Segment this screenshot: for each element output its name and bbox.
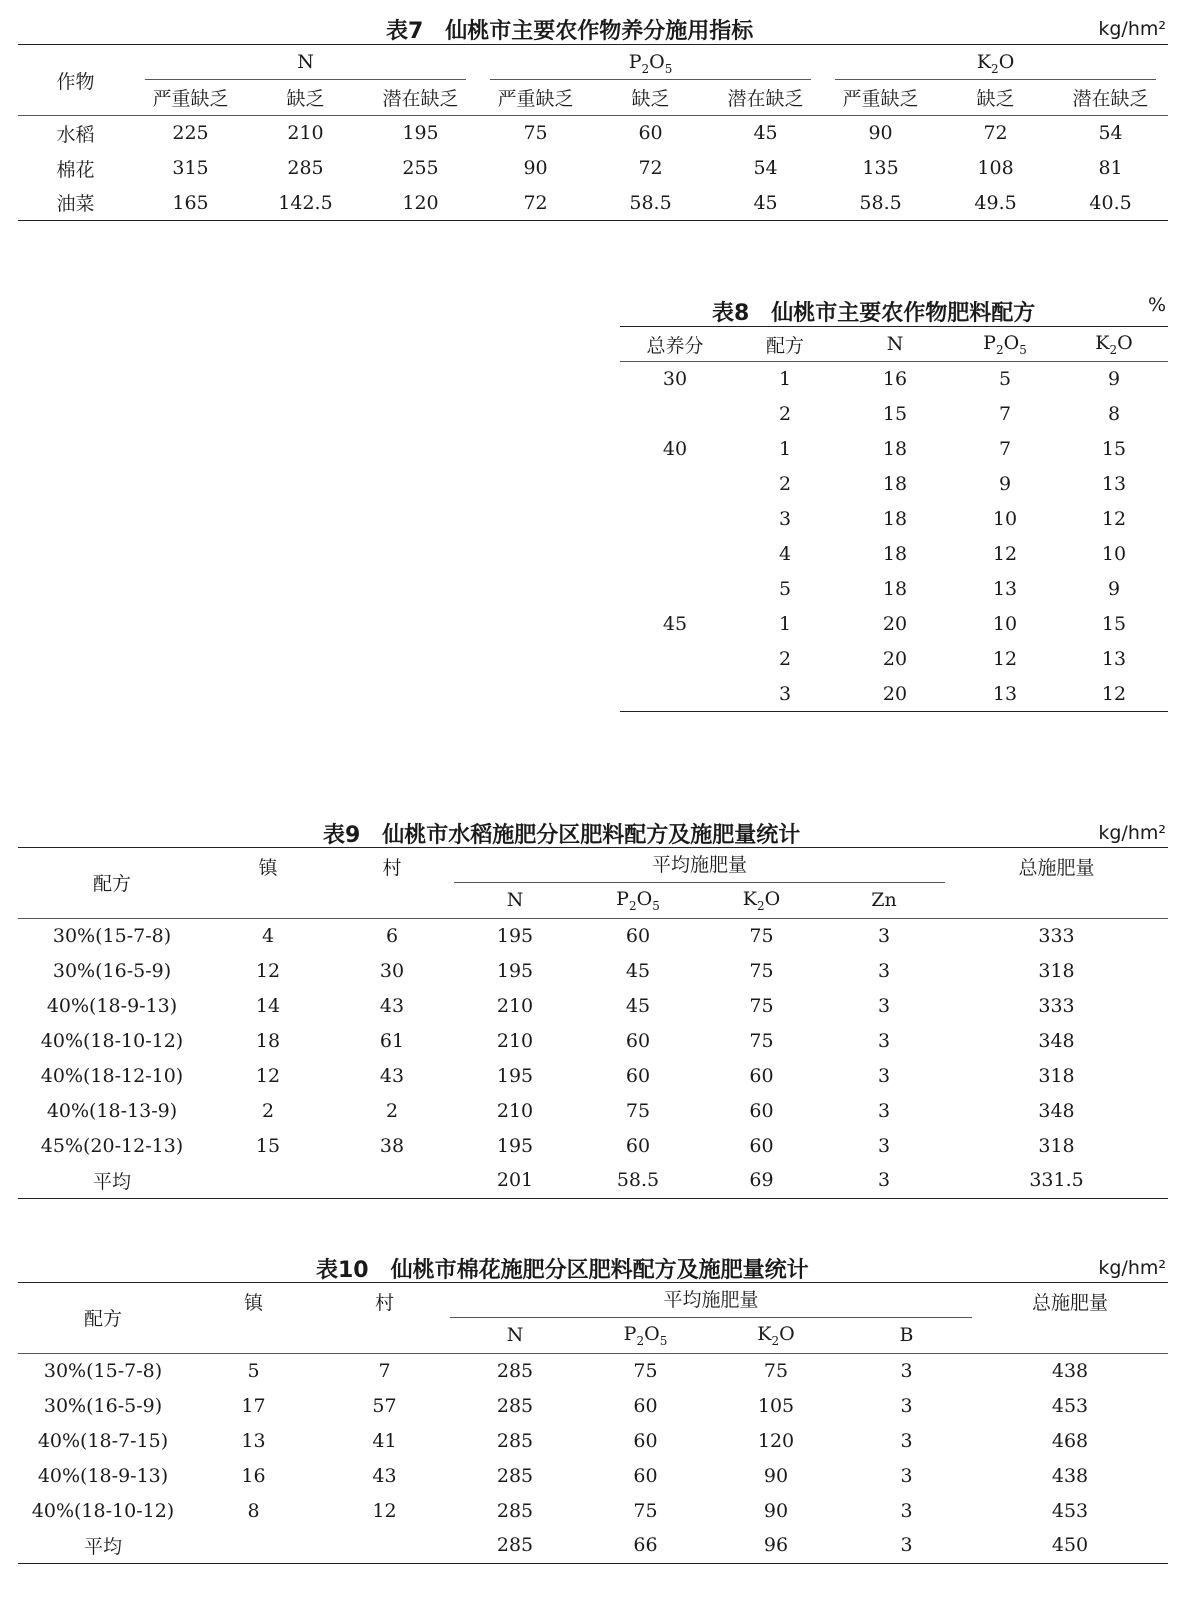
- table-cell: 318: [1038, 1064, 1075, 1087]
- table-cell: 75: [625, 1099, 651, 1122]
- table-cell: 3: [877, 994, 891, 1017]
- table-row: [18, 1388, 1168, 1423]
- table9-block: [18, 812, 1168, 1202]
- table-cell: 30%(15-7-8): [43, 1359, 163, 1382]
- table-cell: 15: [1101, 613, 1127, 635]
- table-cell: 4: [261, 924, 275, 947]
- table-cell: [620, 537, 730, 572]
- table-cell: 12: [255, 1064, 281, 1087]
- table-row: [18, 918, 1168, 953]
- table-row: [18, 1423, 1168, 1458]
- t7-subheader: 严重缺乏: [842, 88, 919, 111]
- table-cell: 210: [496, 1099, 534, 1122]
- table10-avg-header: [450, 1283, 972, 1319]
- table-cell: 3: [900, 1464, 913, 1487]
- table-cell: 平均: [92, 1170, 131, 1193]
- table-cell: 40%(18-7-15): [37, 1429, 169, 1452]
- table-cell: 12: [1101, 508, 1127, 530]
- table-row: [620, 537, 1168, 572]
- table-cell: 333: [1038, 994, 1075, 1017]
- t9-subheader: $K_2O$: [742, 887, 781, 913]
- table7-group-p2o5-label: $P_2O_5$: [490, 45, 811, 80]
- table-cell: 285: [496, 1534, 534, 1557]
- table-cell: 7: [378, 1359, 391, 1382]
- t9-subheader: Zn: [871, 889, 897, 912]
- table-cell: 2: [261, 1099, 275, 1122]
- table-cell: 285: [496, 1464, 534, 1487]
- table-cell: 72: [638, 157, 663, 179]
- table-cell: 315: [172, 157, 209, 179]
- table-cell: 3: [900, 1534, 913, 1557]
- table-cell: 60: [749, 1064, 774, 1087]
- table-cell: [620, 572, 730, 607]
- table9: [18, 847, 1168, 1199]
- table-cell: 75: [749, 1029, 774, 1052]
- table-cell: 3: [877, 1169, 891, 1192]
- table-row: [18, 1458, 1168, 1493]
- table-cell: 2: [778, 473, 792, 495]
- table-row: [620, 432, 1168, 467]
- table-cell: 18: [882, 578, 908, 600]
- table-row: [18, 1093, 1168, 1128]
- table-cell: 3: [778, 508, 792, 530]
- table8-title: 表8 仙桃市主要农作物肥料配方: [712, 301, 1036, 326]
- crop-name: 油菜: [56, 193, 95, 216]
- table-cell: 285: [287, 157, 324, 179]
- table-cell: [330, 1163, 454, 1198]
- table-cell: 453: [1051, 1394, 1089, 1417]
- table-cell: 75: [633, 1499, 658, 1522]
- t8-header: 总养分: [646, 334, 704, 357]
- table-cell: 333: [1038, 924, 1075, 947]
- table9-village-header: 村: [330, 848, 454, 919]
- table-cell: 43: [379, 1064, 405, 1087]
- t7-subheader: 潜在缺乏: [382, 88, 459, 111]
- table7-group-n: [133, 45, 478, 81]
- table-cell: 13: [1101, 473, 1127, 495]
- table-cell: 45: [662, 613, 688, 635]
- t8-header: N: [886, 333, 904, 355]
- t7-subheader: 潜在缺乏: [727, 88, 804, 111]
- table-cell: 318: [1038, 1134, 1075, 1157]
- table-cell: 15: [255, 1134, 281, 1157]
- table-cell: 9: [1107, 578, 1121, 600]
- table-row: [620, 572, 1168, 607]
- table-cell: 72: [523, 191, 548, 214]
- table-cell: 108: [977, 157, 1014, 179]
- t8-header: $K_2O$: [1095, 331, 1133, 357]
- table-cell: 17: [241, 1394, 266, 1417]
- table-cell: 3: [877, 959, 891, 982]
- table-cell: 5: [247, 1359, 260, 1382]
- table7-group-k2o-label: $K_2O$: [835, 45, 1156, 80]
- table-row: [18, 186, 1168, 221]
- table-cell: 90: [763, 1499, 789, 1522]
- table-cell: 60: [625, 1134, 651, 1157]
- table-cell: 210: [287, 122, 324, 145]
- table7-group-k2o: [823, 45, 1168, 81]
- t10-subheader: $K_2O$: [757, 1322, 795, 1348]
- table-cell: 40%(18-9-13): [37, 1464, 169, 1487]
- table-cell: 12: [1101, 682, 1127, 705]
- table-cell: [206, 1163, 330, 1198]
- table-cell: 348: [1038, 1099, 1075, 1122]
- table-cell: 285: [496, 1499, 534, 1522]
- t7-subheader: 缺乏: [976, 88, 1015, 111]
- table-row: [18, 988, 1168, 1023]
- table-row: [18, 1353, 1168, 1388]
- table-cell: 81: [1098, 157, 1123, 179]
- table7-title: 表7 仙桃市主要农作物养分施用指标: [386, 19, 754, 44]
- table-cell: 2: [778, 648, 792, 670]
- table-cell: 195: [496, 924, 534, 947]
- table-cell: 18: [882, 508, 908, 530]
- table-cell: 45: [753, 122, 778, 145]
- table-cell: 20: [882, 648, 908, 670]
- table-cell: 210: [496, 994, 534, 1017]
- table-cell: 69: [749, 1169, 774, 1192]
- table-cell: 285: [496, 1394, 534, 1417]
- table-cell: 2: [385, 1099, 399, 1122]
- table-row: [18, 116, 1168, 151]
- table-cell: 3: [877, 1134, 891, 1157]
- table10-block: [18, 1247, 1168, 1567]
- table-row: [18, 1058, 1168, 1093]
- table-cell: 255: [402, 157, 439, 179]
- table7-group-p2o5: [478, 45, 823, 81]
- table-cell: 3: [900, 1394, 913, 1417]
- table-cell: 75: [749, 994, 774, 1017]
- table-cell: [620, 397, 730, 432]
- table-cell: [620, 677, 730, 712]
- table-cell: 285: [496, 1429, 534, 1452]
- table9-avg-header: [454, 848, 945, 884]
- table-cell: 12: [992, 648, 1018, 670]
- t7-subheader: 缺乏: [631, 88, 670, 111]
- table9-avg-label: 平均施肥量: [454, 848, 945, 883]
- t10-subheader: B: [899, 1324, 914, 1347]
- table7: [18, 44, 1168, 221]
- table-cell: 30: [662, 368, 688, 391]
- table-cell: 201: [496, 1169, 534, 1192]
- table-cell: 12: [992, 543, 1018, 565]
- table-cell: 438: [1051, 1464, 1089, 1487]
- table-cell: 15: [1101, 438, 1127, 460]
- t9-subheader: N: [506, 889, 524, 912]
- table-cell: 75: [749, 959, 774, 982]
- table-row: [18, 1163, 1168, 1198]
- table-cell: 3: [900, 1499, 913, 1522]
- table-cell: 60: [625, 1029, 651, 1052]
- table-cell: 318: [1038, 959, 1075, 982]
- table-cell: 60: [625, 1064, 651, 1087]
- t8-header: 配方: [765, 334, 804, 357]
- table-cell: 40%(18-10-12): [31, 1499, 175, 1522]
- table-cell: 3: [900, 1429, 913, 1452]
- table-cell: 40.5: [1089, 191, 1132, 214]
- table7-group-n-label: N: [145, 45, 466, 80]
- table9-formula-header: 配方: [18, 848, 206, 919]
- table-row: [620, 677, 1168, 712]
- table-cell: 40%(18-9-13): [46, 994, 178, 1017]
- table-cell: 105: [757, 1394, 795, 1417]
- table-cell: 12: [255, 959, 281, 982]
- table-cell: 12: [372, 1499, 397, 1522]
- table9-total-header: 总施肥量: [945, 848, 1168, 919]
- table-cell: 4: [778, 543, 792, 565]
- table-cell: 90: [868, 122, 893, 145]
- table-cell: 165: [172, 191, 209, 214]
- table-cell: 18: [882, 543, 908, 565]
- table-row: [18, 1493, 1168, 1528]
- table-row: [18, 1528, 1168, 1563]
- table-cell: 195: [496, 959, 534, 982]
- table-cell: 96: [763, 1534, 789, 1557]
- table-cell: 13: [241, 1429, 266, 1452]
- table-cell: 41: [372, 1429, 397, 1452]
- t7-subheader: 严重缺乏: [152, 88, 229, 111]
- table-cell: 20: [882, 613, 908, 635]
- table-cell: 225: [172, 122, 209, 145]
- table10-avg-label: 平均施肥量: [450, 1283, 972, 1318]
- table-cell: 2: [778, 403, 792, 425]
- table-cell: 57: [372, 1394, 397, 1417]
- table-cell: 120: [402, 191, 439, 214]
- table-cell: 1: [778, 368, 792, 391]
- table-cell: 40%(18-12-10): [40, 1064, 184, 1087]
- table9-town-header: 镇: [206, 848, 330, 919]
- table-cell: 1: [778, 438, 792, 460]
- table-cell: 49.5: [974, 191, 1017, 214]
- crop-name: 棉花: [56, 158, 95, 181]
- table-cell: 45%(20-12-13): [40, 1134, 184, 1157]
- table-cell: 438: [1051, 1359, 1089, 1382]
- table7-unit: kg/hm²: [1098, 18, 1166, 40]
- table-cell: [620, 502, 730, 537]
- table-cell: 6: [385, 924, 399, 947]
- t7-subheader: 缺乏: [286, 88, 325, 111]
- table10-town-header: 镇: [188, 1283, 319, 1354]
- table-row: [620, 502, 1168, 537]
- table-cell: 15: [882, 403, 908, 425]
- table-cell: 90: [763, 1464, 789, 1487]
- table-cell: 40%(18-13-9): [46, 1099, 178, 1122]
- table-cell: 10: [992, 508, 1018, 530]
- table-cell: 195: [496, 1134, 534, 1157]
- table-cell: [188, 1528, 319, 1563]
- table-cell: 30%(15-7-8): [52, 924, 172, 947]
- table10-total-header: 总施肥量: [972, 1283, 1168, 1354]
- table-cell: 9: [1107, 368, 1121, 391]
- t10-subheader: $P_2O_5$: [623, 1322, 668, 1348]
- table-cell: 348: [1038, 1029, 1075, 1052]
- table8-caption: [620, 290, 1168, 326]
- t10-subheader: N: [506, 1324, 524, 1347]
- table-cell: 30: [379, 959, 405, 982]
- table-cell: 平均: [83, 1535, 122, 1558]
- table-cell: 60: [749, 1134, 774, 1157]
- table-row: [620, 467, 1168, 502]
- table-cell: 54: [1098, 122, 1123, 145]
- table-cell: 8: [247, 1499, 260, 1522]
- table-cell: 54: [753, 157, 778, 179]
- table-cell: 45: [753, 191, 778, 214]
- table-row: [620, 607, 1168, 642]
- table-cell: 195: [496, 1064, 534, 1087]
- t7-subheader: 严重缺乏: [497, 88, 574, 111]
- table-cell: 60: [633, 1464, 658, 1487]
- table-cell: 10: [992, 613, 1018, 635]
- table10-village-header: 村: [319, 1283, 450, 1354]
- table-cell: 8: [1107, 403, 1121, 425]
- table-cell: 285: [496, 1359, 534, 1382]
- table-row: [18, 1128, 1168, 1163]
- table-cell: 60: [638, 122, 663, 145]
- table10-formula-header: 配方: [18, 1283, 188, 1354]
- table-cell: 13: [1101, 648, 1127, 670]
- table-cell: 30%(16-5-9): [43, 1394, 163, 1417]
- table9-unit: kg/hm²: [1098, 822, 1166, 844]
- table-row: [620, 362, 1168, 397]
- table-cell: 60: [749, 1099, 774, 1122]
- table-cell: [319, 1528, 450, 1563]
- table-cell: 61: [379, 1029, 405, 1052]
- table-cell: 16: [882, 368, 908, 391]
- table-cell: 75: [749, 924, 774, 947]
- table-cell: 18: [882, 438, 908, 460]
- table-cell: 5: [998, 368, 1012, 391]
- table-cell: 58.5: [859, 191, 902, 214]
- table-cell: 13: [992, 682, 1018, 705]
- table-row: [620, 642, 1168, 677]
- table10: [18, 1282, 1168, 1564]
- table-cell: 75: [633, 1359, 658, 1382]
- table-cell: 468: [1051, 1429, 1089, 1452]
- table10-unit: kg/hm²: [1098, 1257, 1166, 1279]
- table-cell: 18: [882, 473, 908, 495]
- table-cell: 10: [1101, 543, 1127, 565]
- table-row: [18, 1023, 1168, 1058]
- table-cell: 16: [241, 1464, 266, 1487]
- table-cell: 450: [1051, 1534, 1089, 1557]
- table-cell: 7: [998, 438, 1012, 460]
- table-cell: 43: [379, 994, 405, 1017]
- table-cell: 120: [757, 1429, 795, 1452]
- table-cell: 75: [523, 122, 548, 145]
- table-cell: 58.5: [616, 1169, 660, 1192]
- table-cell: 3: [877, 1099, 891, 1122]
- t7-subheader: 潜在缺乏: [1072, 88, 1149, 111]
- table-cell: 66: [633, 1534, 658, 1557]
- table-cell: 210: [496, 1029, 534, 1052]
- table-cell: 45: [625, 994, 651, 1017]
- table8-block: [620, 290, 1168, 715]
- table-cell: 195: [402, 122, 439, 145]
- table-row: [18, 953, 1168, 988]
- table7-crop-header: 作物: [18, 45, 133, 116]
- table-cell: 3: [877, 1029, 891, 1052]
- table-cell: 20: [882, 682, 908, 705]
- table-cell: 60: [625, 924, 651, 947]
- table-cell: 5: [778, 578, 792, 600]
- table-cell: 60: [633, 1394, 658, 1417]
- table9-title: 表9 仙桃市水稻施肥分区肥料配方及施肥量统计: [323, 823, 801, 848]
- table-cell: 1: [778, 613, 792, 635]
- table-cell: 45: [625, 959, 651, 982]
- table7-caption: [18, 8, 1168, 44]
- table-cell: 9: [998, 473, 1012, 495]
- table-cell: 3: [877, 924, 891, 947]
- table-cell: 14: [255, 994, 281, 1017]
- table8-unit: %: [1147, 294, 1166, 316]
- table-cell: 30%(16-5-9): [52, 959, 172, 982]
- table-cell: 13: [992, 578, 1018, 600]
- table-cell: 3: [900, 1359, 913, 1382]
- table-cell: 60: [633, 1429, 658, 1452]
- table-cell: 453: [1051, 1499, 1089, 1522]
- t9-subheader: $P_2O_5$: [616, 887, 660, 913]
- table-cell: 142.5: [278, 191, 333, 214]
- table-cell: 3: [877, 1064, 891, 1087]
- table10-title: 表10 仙桃市棉花施肥分区肥料配方及施肥量统计: [316, 1258, 809, 1283]
- table-cell: 43: [372, 1464, 397, 1487]
- table-cell: 38: [379, 1134, 405, 1157]
- table-cell: 331.5: [1029, 1169, 1084, 1192]
- table-row: [18, 151, 1168, 186]
- table-cell: 90: [523, 157, 548, 179]
- table10-caption: [18, 1247, 1168, 1283]
- table-cell: 135: [862, 157, 899, 179]
- t8-header: $P_2O_5$: [983, 331, 1027, 357]
- table8: [620, 326, 1168, 712]
- table-cell: 72: [983, 122, 1008, 145]
- crop-name: 水稻: [56, 123, 95, 146]
- table7-block: [18, 8, 1168, 223]
- table-cell: 58.5: [629, 191, 672, 214]
- table-cell: 40: [662, 438, 688, 460]
- table-cell: 40%(18-10-12): [40, 1029, 184, 1052]
- table-cell: [620, 467, 730, 502]
- table-cell: 18: [255, 1029, 281, 1052]
- table-cell: 3: [778, 682, 792, 705]
- table-cell: 7: [998, 403, 1012, 425]
- table-cell: 75: [763, 1359, 789, 1382]
- table-row: [620, 397, 1168, 432]
- table-cell: [620, 642, 730, 677]
- table9-caption: [18, 812, 1168, 848]
